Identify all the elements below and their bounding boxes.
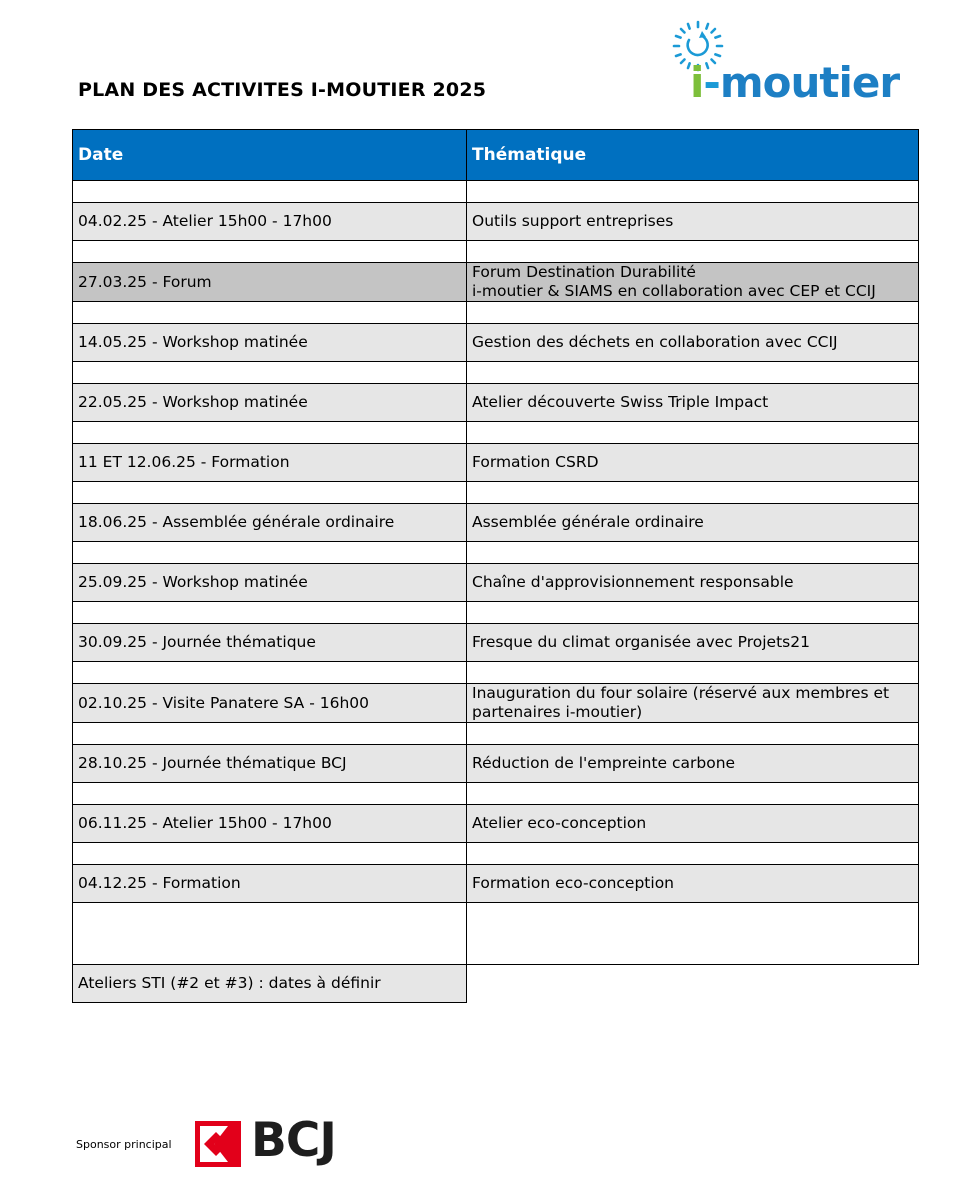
- activity-date: 14.05.25 - Workshop matinée: [73, 324, 467, 362]
- activity-theme: Atelier eco-conception: [467, 805, 919, 843]
- table-row: [73, 865, 919, 903]
- activity-date: 11 ET 12.06.25 - Formation: [73, 444, 467, 482]
- table-row: [73, 805, 919, 843]
- activity-date: 06.11.25 - Atelier 15h00 - 17h00: [73, 805, 467, 843]
- bcj-wordmark: BCJ: [251, 1113, 336, 1168]
- activity-date: 22.05.25 - Workshop matinée: [73, 384, 467, 422]
- activity-date: 02.10.25 - Visite Panatere SA - 16h00: [73, 684, 467, 723]
- activities-table: [72, 129, 919, 1003]
- activity-theme: Forum Destination Durabilité i-moutier & SIAMS en collaboration avec CEP et CCIJ: [467, 263, 919, 302]
- activity-theme: Formation eco-conception: [467, 865, 919, 903]
- logo-wordmark: i-moutier: [690, 58, 900, 107]
- table-row: [73, 444, 919, 482]
- column-header-thematique: Thématique: [467, 130, 919, 181]
- column-header-date: Date: [73, 130, 467, 181]
- activity-theme: Fresque du climat organisée avec Projets21: [467, 624, 919, 662]
- activity-theme: Atelier découverte Swiss Triple Impact: [467, 384, 919, 422]
- bcj-logo: [195, 1113, 345, 1168]
- table-row: [73, 504, 919, 542]
- activity-date: 18.06.25 - Assemblée générale ordinaire: [73, 504, 467, 542]
- table-row: [73, 624, 919, 662]
- activity-theme: Outils support entreprises: [467, 203, 919, 241]
- table-row: [73, 263, 919, 302]
- activity-date: 28.10.25 - Journée thématique BCJ: [73, 745, 467, 783]
- activity-theme: Assemblée générale ordinaire: [467, 504, 919, 542]
- table-row: [73, 745, 919, 783]
- activity-theme: Formation CSRD: [467, 444, 919, 482]
- activity-date: 04.12.25 - Formation: [73, 865, 467, 903]
- activity-theme: Inauguration du four solaire (réservé aux membres et partenaires i-moutier): [467, 684, 919, 723]
- activity-date: 30.09.25 - Journée thématique: [73, 624, 467, 662]
- activity-theme: Chaîne d'approvisionnement responsable: [467, 564, 919, 602]
- activity-theme: Gestion des déchets en collaboration avec CCIJ: [467, 324, 919, 362]
- table-row: [73, 965, 919, 1003]
- table-header-row: [73, 130, 919, 181]
- table-row: [73, 203, 919, 241]
- table-row: [73, 684, 919, 723]
- table-row: [73, 564, 919, 602]
- activity-date: 04.02.25 - Atelier 15h00 - 17h00: [73, 203, 467, 241]
- table-row: [73, 324, 919, 362]
- activity-date: 25.09.25 - Workshop matinée: [73, 564, 467, 602]
- activity-date: 27.03.25 - Forum: [73, 263, 467, 302]
- sponsor-label: Sponsor principal: [76, 1138, 172, 1151]
- activity-theme: Réduction de l'empreinte carbone: [467, 745, 919, 783]
- table-row: [73, 384, 919, 422]
- bcj-mark-icon: [195, 1121, 241, 1167]
- page-title: PLAN DES ACTIVITES I-MOUTIER 2025: [78, 79, 487, 101]
- final-note: Ateliers STI (#2 et #3) : dates à définir: [73, 965, 467, 1003]
- i-moutier-logo: [660, 16, 918, 116]
